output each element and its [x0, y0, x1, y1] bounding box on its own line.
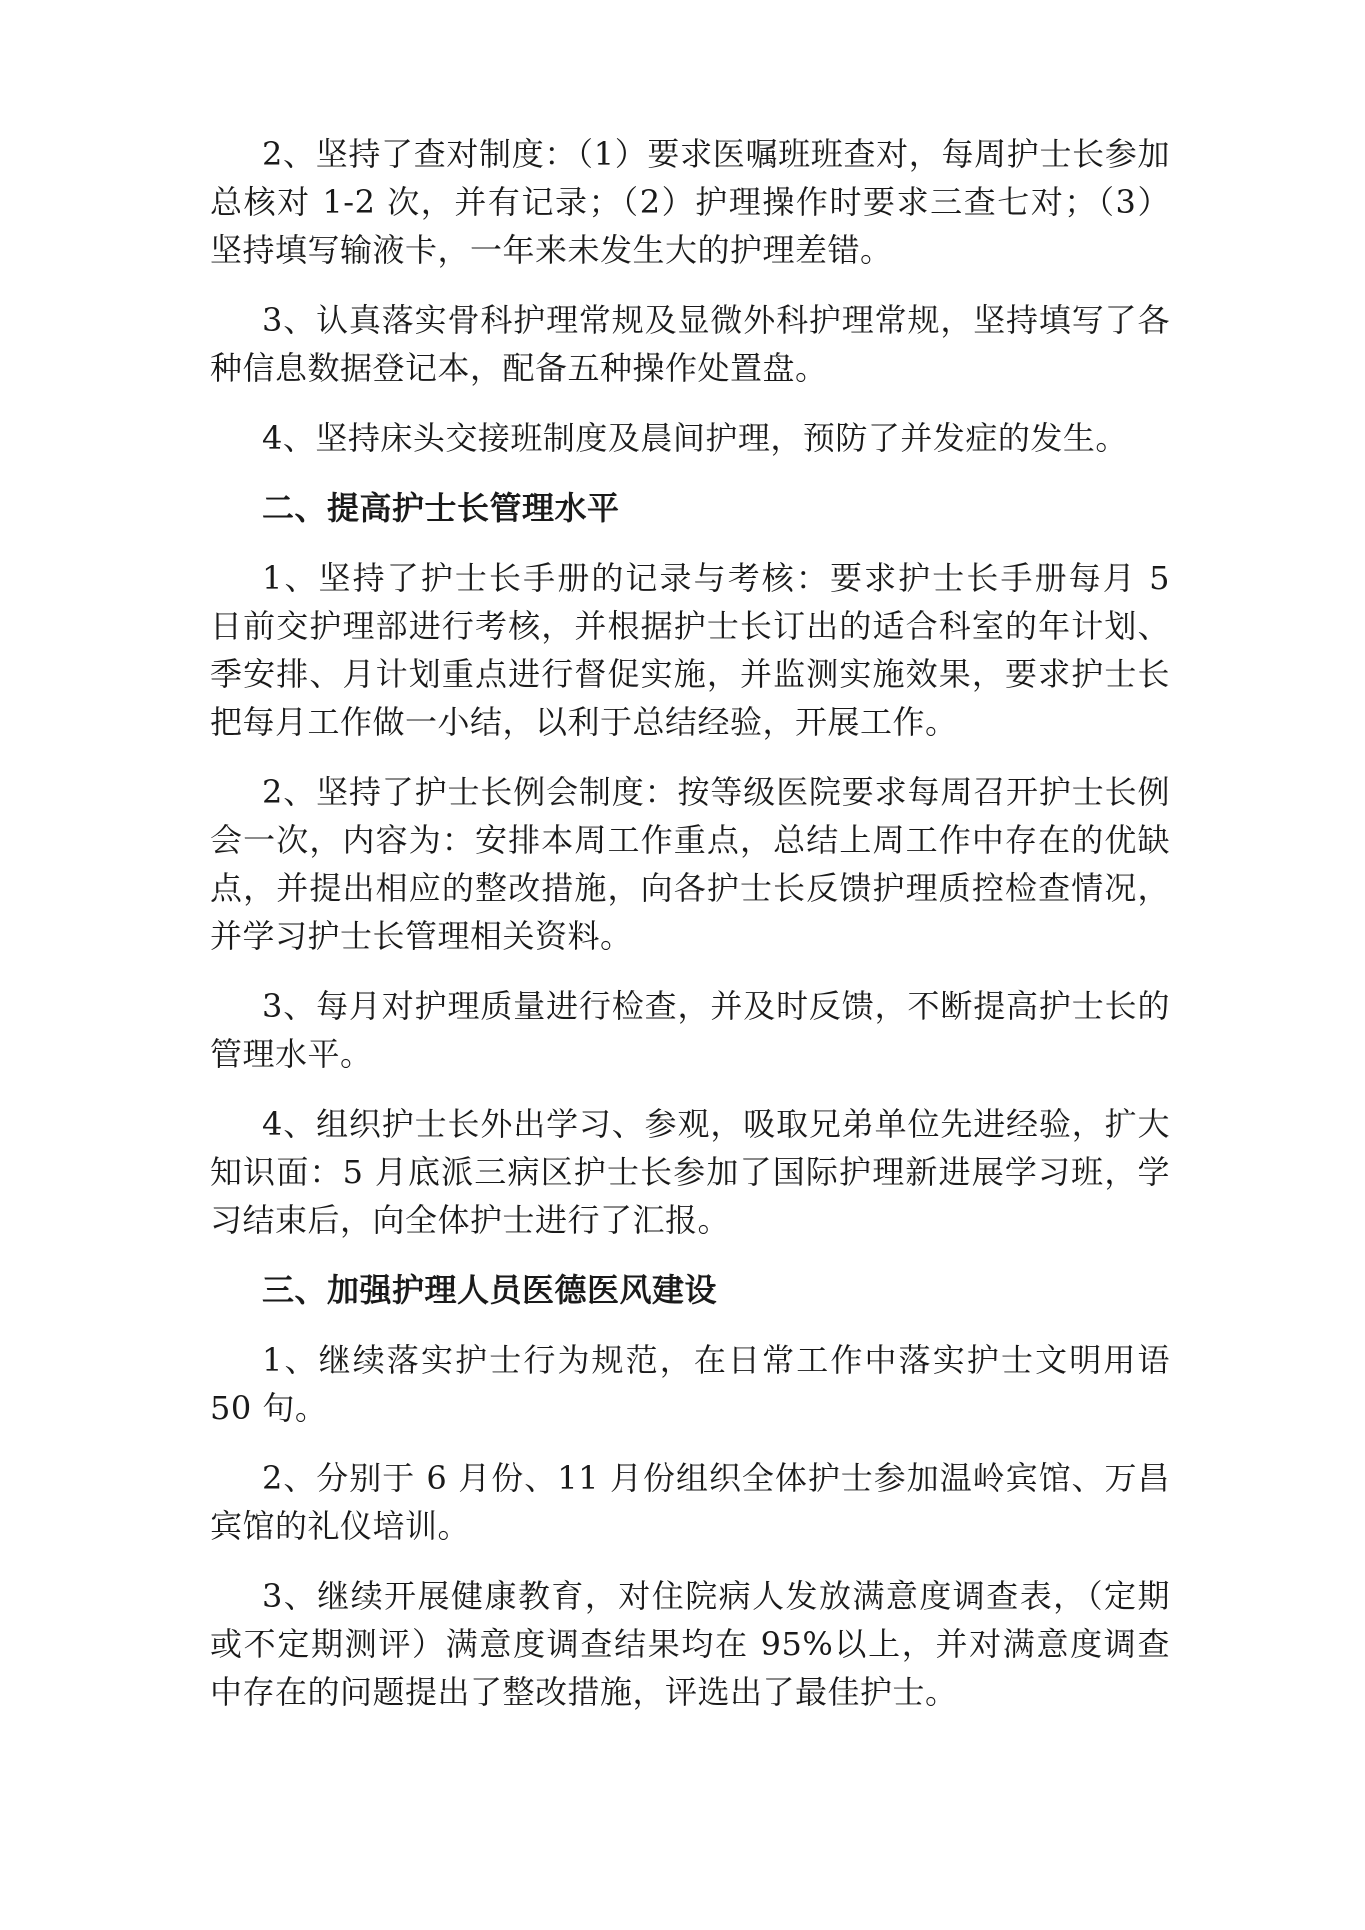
paragraph-check-system: 2、坚持了查对制度：（1）要求医嘱班班查对，每周护士长参加总核对 1-2 次，并有记录；（2）护理操作时要求三查七对；（3）坚持填写输液卡，一年来未发生大的护理差错。 [210, 135, 1170, 269]
paragraph-bedside-handover: 4、坚持床头交接班制度及晨间护理，预防了并发症的发生。 [262, 419, 1128, 457]
document-body [210, 130, 1170, 1738]
section-heading-head-nurse-management: 二、提高护士长管理水平 [262, 489, 620, 527]
paragraph-orthopedic-routine: 3、认真落实骨科护理常规及显微外科护理常规，坚持填写了各种信息数据登记本，配备五种操作处置盘。 [210, 301, 1170, 387]
paragraph-head-nurse-manual: 1、坚持了护士长手册的记录与考核：要求护士长手册每月 5 日前交护理部进行考核，并根据护士长订出的适合科室的年计划、季安排、月计划重点进行督促实施，并监测实施效果，要求护士长把每月工作做一小结，以利于总结经验，开展工作。 [210, 559, 1170, 741]
paragraph-external-study: 4、组织护士长外出学习、参观，吸取兄弟单位先进经验，扩大知识面：5 月底派三病区护士长参加了国际护理新进展学习班，学习结束后，向全体护士进行了汇报。 [210, 1105, 1170, 1239]
section-heading-medical-ethics: 三、加强护理人员医德医风建设 [262, 1271, 718, 1309]
paragraph-monthly-quality-check: 3、每月对护理质量进行检查，并及时反馈，不断提高护士长的管理水平。 [210, 987, 1170, 1073]
paragraph-etiquette-training: 2、分别于 6 月份、11 月份组织全体护士参加温岭宾馆、万昌宾馆的礼仪培训。 [210, 1459, 1170, 1545]
paragraph-head-nurse-meeting: 2、坚持了护士长例会制度：按等级医院要求每周召开护士长例会一次，内容为：安排本周工作重点，总结上周工作中存在的优缺点，并提出相应的整改措施，向各护士长反馈护理质控检查情况，并学习护士长管理相关资料。 [210, 773, 1170, 955]
paragraph-health-education: 3、继续开展健康教育，对住院病人发放满意度调查表，（定期或不定期测评）满意度调查结果均在 95%以上，并对满意度调查中存在的问题提出了整改措施，评选出了最佳护士。 [210, 1577, 1170, 1711]
paragraph-nurse-conduct: 1、继续落实护士行为规范，在日常工作中落实护士文明用语 50 句。 [210, 1341, 1170, 1427]
